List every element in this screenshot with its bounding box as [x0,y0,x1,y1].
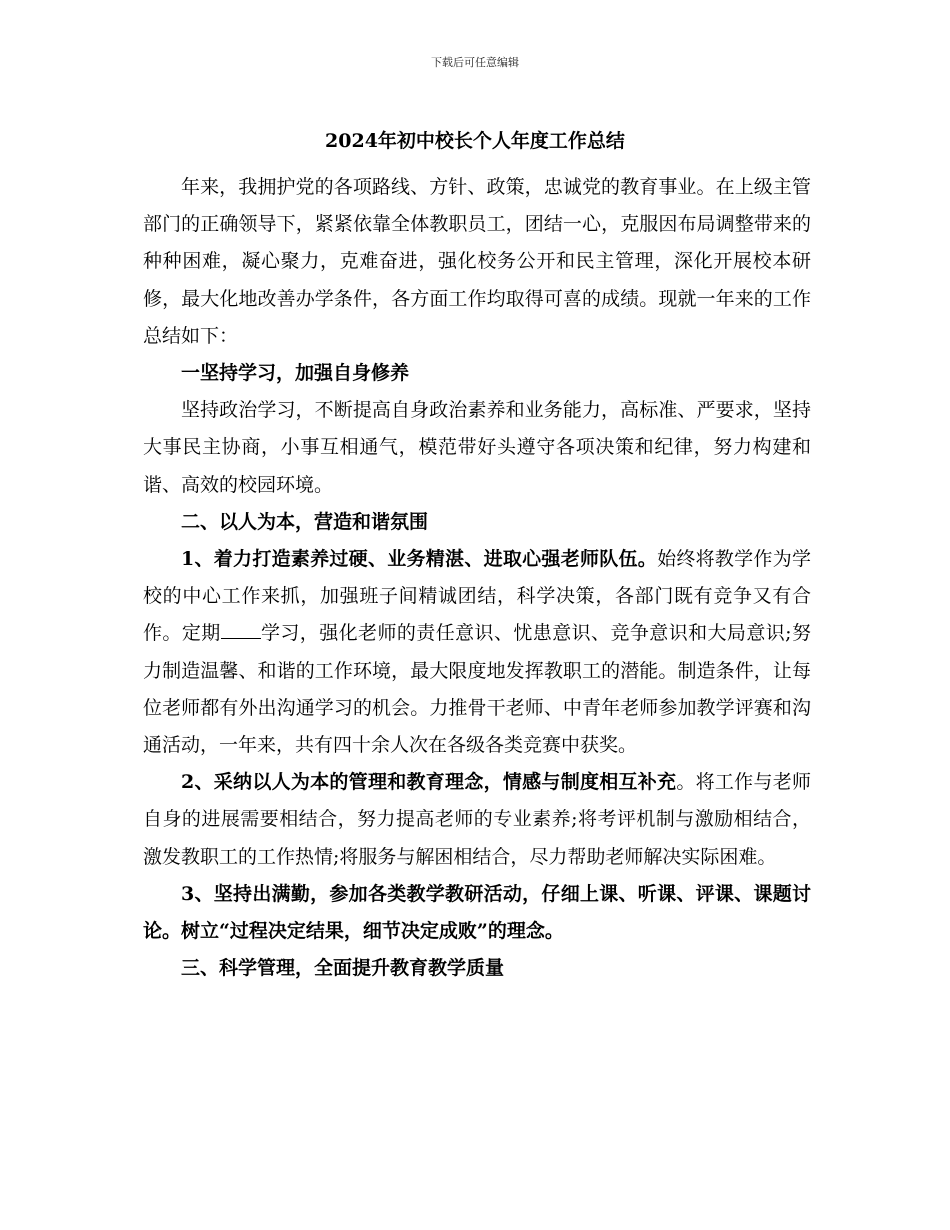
paragraph-people-lead: 2、采纳以人为本的管理和教育理念，情感与制度相互补充 [181,771,677,794]
paragraph-team-lead: 1、着力打造素养过硬、业务精湛、进取心强老师队伍。 [181,548,658,571]
section-heading-1: 一坚持学习，加强自身修养 [181,362,410,385]
paragraph-team-text-a: 始终将教学作为学校的中心工作来抓，加强班子间精诚团结，科学决策，各部门既有竞争又有合作。定期 [143,548,811,645]
paragraph-team [143,541,811,764]
document-title: 2024年初中校长个人年度工作总结 [325,130,625,152]
blank-underline [221,619,261,639]
paragraph-attendance: 3、坚持出满勤，参加各类教学教研活动，仔细上课、听课、评课、课题讨论。树立“过程决定结果，细节决定成败”的理念。 [143,882,811,943]
paragraph-study: 坚持政治学习，不断提高自身政治素养和业务能力，高标准、严要求，坚持大事民主协商，小事互相通气，模范带好头遵守各项决策和纪律，努力构建和谐、高效的校园环境。 [143,399,811,496]
section-heading-3: 三、科学管理，全面提升教育教学质量 [181,957,505,980]
section-heading-2: 二、以人为本，营造和谐氛围 [181,510,429,533]
document-body [143,169,811,987]
paragraph-team-text-b: 学习，强化老师的责任意识、忧患意识、竞争意识和大局意识;努力制造温馨、和谐的工作环境，最大限度地发挥教职工的潜能。制造条件，让每位老师都有外出沟通学习的机会。力推骨干老师、中青年老师参加教学评赛和沟通活动，一年来，共有四十余人次在各级各类竞赛中获奖。 [143,622,811,757]
paragraph-people-oriented [143,764,811,876]
paragraph-people-text: 。将工作与老师自身的进展需要相结合，努力提高老师的专业素养;将考评机制与激励相结合，激发教职工的工作热情;将服务与解困相结合，尽力帮助老师解决实际困难。 [143,771,811,868]
paragraph-intro: 年来，我拥护党的各项路线、方针、政策，忠诚党的教育事业。在上级主管部门的正确领导下，紧紧依靠全体教职员工，团结一心，克服因布局调整带来的种种困难，凝心聚力，克难奋进，强化校务公开和民主管理，深化开展校本研修，最大化地改善办学条件，各方面工作均取得可喜的成绩。现就一年来的工作总结如下： [143,176,811,347]
header-note: 下载后可任意编辑 [431,56,519,69]
